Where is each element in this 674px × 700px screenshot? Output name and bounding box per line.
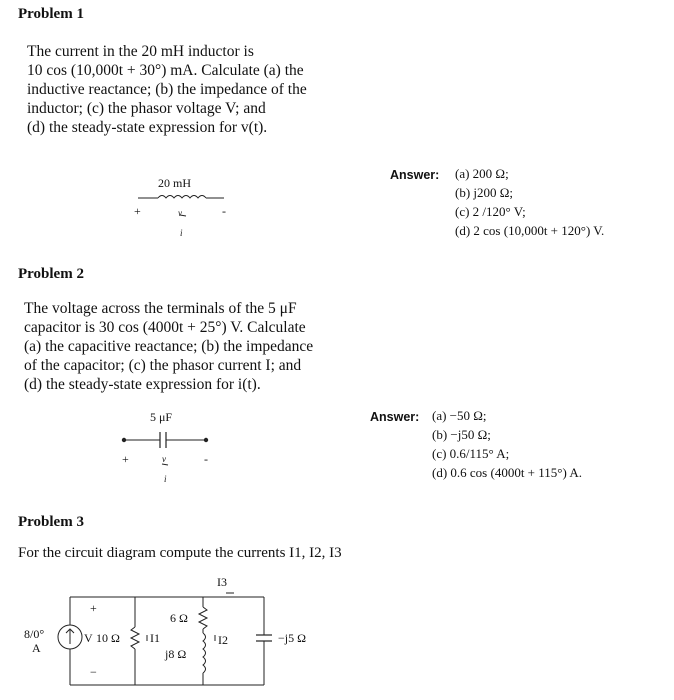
answer-2a: (a) −50 Ω;	[432, 408, 487, 423]
voltage-label: v	[162, 454, 166, 464]
inductor-j8-label: j8 Ω	[165, 647, 187, 661]
answer-2-label: Answer:	[370, 410, 420, 424]
plus-sign: +	[134, 204, 141, 218]
current-i2-label: I2	[218, 633, 228, 647]
current-i3-label: I3	[217, 575, 227, 589]
resistor-6-label: 6 Ω	[170, 611, 188, 625]
answer-2-list	[432, 406, 582, 482]
answer-2b: (b) −j50 Ω;	[432, 427, 491, 442]
answer-2c: (c) 0.6/115° A;	[432, 446, 510, 461]
answer-1d: (d) 2 cos (10,000t + 120°) V.	[455, 223, 605, 238]
source-value: 8/0°	[24, 627, 45, 641]
current-label: i	[164, 474, 167, 484]
answer-1a: (a) 200 Ω;	[455, 166, 509, 181]
problem-1-text: The current in the 20 mH inductor is 10 cos (10,000t + 30°) mA. Calculate (a) the inductive reactance; (b) the impedance of the inductor; (c) the phasor voltage V; and (d) the steady-state expression for v(t).	[27, 43, 307, 136]
problem-1-heading: Problem 1	[18, 6, 84, 22]
problem-2-heading: Problem 2	[18, 266, 84, 282]
answer-1c: (c) 2 /120° V;	[455, 204, 526, 219]
plus-sign: +	[122, 452, 129, 466]
source-unit: A	[32, 641, 41, 655]
minus-sign: -	[222, 204, 226, 218]
capacitor-label: 5 μF	[150, 410, 173, 424]
capacitor-label: −j5 Ω	[278, 631, 307, 645]
inductor-label: 20 mH	[158, 176, 191, 190]
problem-3-heading: Problem 3	[18, 514, 84, 530]
minus-sign: −	[90, 665, 97, 679]
problem-3-text: For the circuit diagram compute the currents I1, I2, I3	[18, 545, 342, 561]
answer-2d: (d) 0.6 cos (4000t + 115°) A.	[432, 465, 582, 480]
minus-sign: -	[204, 452, 208, 466]
voltage-label: v	[178, 208, 182, 218]
circuit-diagram	[20, 575, 330, 690]
answer-1b: (b) j200 Ω;	[455, 185, 514, 200]
current-i1-label: I1	[150, 631, 160, 645]
answer-1-label: Answer:	[390, 168, 440, 182]
capacitor-figure	[110, 408, 230, 488]
problem-2-text: The voltage across the terminals of the 5 μF capacitor is 30 cos (4000t + 25°) V. Calculate (a) the capacitive reactance; (b) the impedance of the capacitor; (c) the phasor current I; and (d) the steady-state expression for i(t).	[24, 300, 314, 393]
answer-1-list	[455, 164, 604, 240]
voltage-label: V	[84, 631, 93, 645]
plus-sign: +	[90, 601, 97, 615]
resistor-10-label: 10 Ω	[96, 631, 120, 645]
current-label: i	[180, 228, 183, 238]
inductor-figure	[120, 170, 250, 250]
